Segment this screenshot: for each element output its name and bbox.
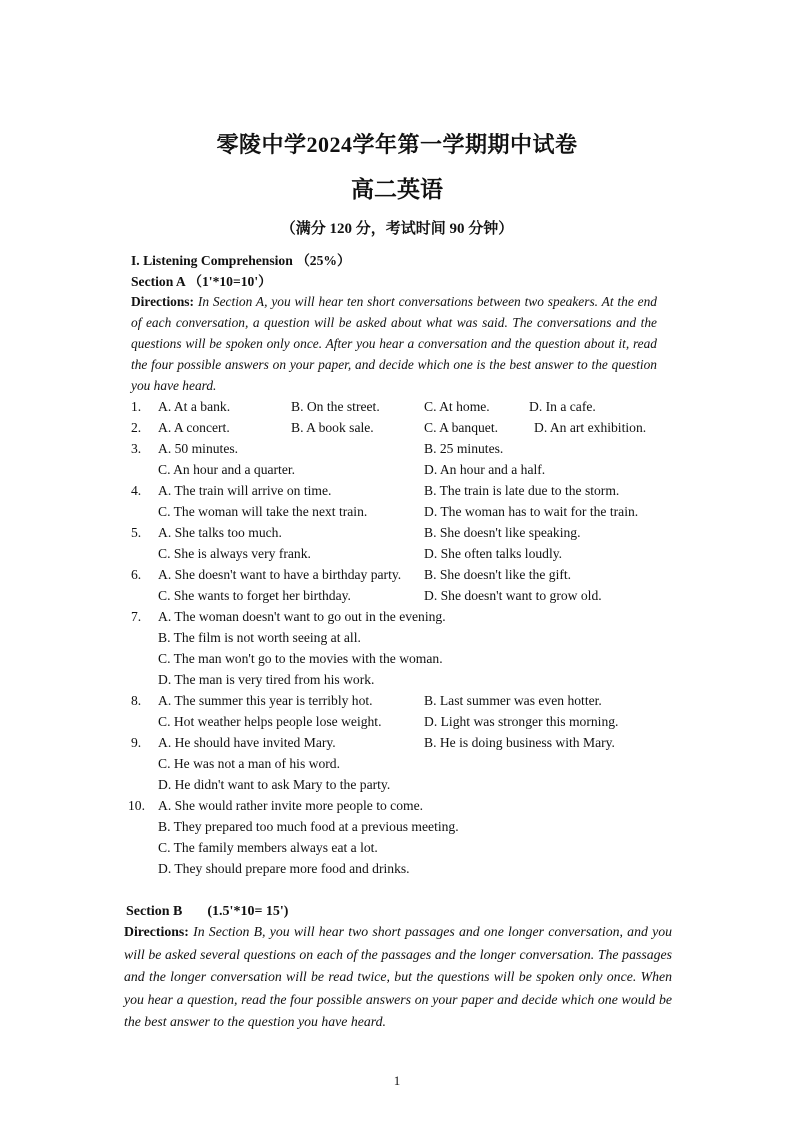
option-b: B. She doesn't like the gift. <box>424 567 572 582</box>
option-d: D. An art exhibition. <box>534 420 647 435</box>
question-number: 5. <box>131 525 142 540</box>
option-a: A. A concert. <box>158 420 230 435</box>
option-d: D. They should prepare more food and drinks. <box>158 861 410 876</box>
option-b: B. The train is late due to the storm. <box>424 483 620 498</box>
directions-text: In Section B, you will hear two short passages and one longer conversation, and you will be asked several questions on each of the passages and the longer conversation. The passages and the longer conversation will be read twice, but the questions will be spoken only once. When you hear a question, read the four possible answers on your paper and decide which one would be the best answer to the question you have heard. <box>124 924 673 1029</box>
option-c: C. The family members always eat a lot. <box>158 840 378 855</box>
option-c: C. Hot weather helps people lose weight. <box>158 714 382 729</box>
option-c: C. The man won't go to the movies with the woman. <box>158 651 443 666</box>
option-d: D. The woman has to wait for the train. <box>424 504 639 519</box>
option-b: B. They prepared too much food at a previous meeting. <box>158 819 459 834</box>
question-number: 4. <box>131 483 142 498</box>
option-c: C. She wants to forget her birthday. <box>158 588 351 603</box>
option-b: B. He is doing business with Mary. <box>424 735 615 750</box>
question-number: 7. <box>131 609 142 624</box>
section-a-label: Section A <box>131 274 186 289</box>
option-c: C. He was not a man of his word. <box>158 756 340 771</box>
section-b-directions <box>124 921 672 1034</box>
option-a: A. The summer this year is terribly hot. <box>158 693 373 708</box>
option-c: C. The woman will take the next train. <box>158 504 368 519</box>
question-number: 8. <box>131 693 142 708</box>
option-d: D. She often talks loudly. <box>424 546 563 561</box>
question-number: 9. <box>131 735 142 750</box>
section-a-points: （1'*10=10'） <box>188 274 272 289</box>
question-number: 10. <box>128 798 145 813</box>
directions-text: In Section A, you will hear ten short conversations between two speakers. At the end of each conversation, a question will be asked about what was said. The conversations and the questions will be spoken only once. After you hear a conversation and the question about it, read the four possible answers on your paper, and decide which one is the best answer to the question you have heard. <box>131 294 657 393</box>
option-a: A. She doesn't want to have a birthday party. <box>158 567 402 582</box>
section-b-label: Section B <box>126 904 183 919</box>
directions-label: Directions: <box>124 924 189 939</box>
option-c: C. She is always very frank. <box>158 546 311 561</box>
option-b: B. She doesn't like speaking. <box>424 525 581 540</box>
subject-title: 高二英语 <box>351 177 443 202</box>
part-heading-text: I. Listening Comprehension <box>131 253 293 268</box>
option-b: B. 25 minutes. <box>424 441 504 456</box>
option-a: A. 50 minutes. <box>158 441 239 456</box>
option-a: A. He should have invited Mary. <box>158 735 336 750</box>
option-a: A. She would rather invite more people to come. <box>158 798 424 813</box>
option-d: D. Light was stronger this morning. <box>424 714 619 729</box>
section-a-heading <box>131 271 272 292</box>
option-b: B. Last summer was even hotter. <box>424 693 602 708</box>
option-d: D. An hour and a half. <box>424 462 546 477</box>
question-number: 3. <box>131 441 142 456</box>
question-number: 6. <box>131 567 142 582</box>
option-b: B. On the street. <box>291 399 380 414</box>
option-a: A. She talks too much. <box>158 525 282 540</box>
option-a: A. The train will arrive on time. <box>158 483 332 498</box>
option-c: C. At home. <box>424 399 490 414</box>
option-a: A. The woman doesn't want to go out in the evening. <box>158 609 446 624</box>
question-number: 1. <box>131 399 142 414</box>
option-d: D. The man is very tired from his work. <box>158 672 375 687</box>
section-b-points: (1.5'*10= 15') <box>207 904 289 919</box>
page-number: 1 <box>393 1073 401 1088</box>
exam-title: 零陵中学2024学年第一学期期中试卷 <box>216 132 578 157</box>
score-note: （满分 120 分，考试时间 90 分钟） <box>280 221 514 237</box>
option-a: A. At a bank. <box>158 399 231 414</box>
part-heading <box>131 250 351 271</box>
directions-label: Directions: <box>131 294 194 309</box>
option-c: C. An hour and a quarter. <box>158 462 296 477</box>
section-a-directions <box>131 291 657 396</box>
option-d: D. She doesn't want to grow old. <box>424 588 602 603</box>
question-number: 2. <box>131 420 142 435</box>
option-d: D. He didn't want to ask Mary to the party. <box>158 777 391 792</box>
section-b-heading <box>126 901 288 922</box>
option-b: B. A book sale. <box>291 420 374 435</box>
option-b: B. The film is not worth seeing at all. <box>158 630 361 645</box>
part-percent: （25%） <box>296 253 351 268</box>
option-c: C. A banquet. <box>424 420 499 435</box>
option-d: D. In a cafe. <box>529 399 596 414</box>
